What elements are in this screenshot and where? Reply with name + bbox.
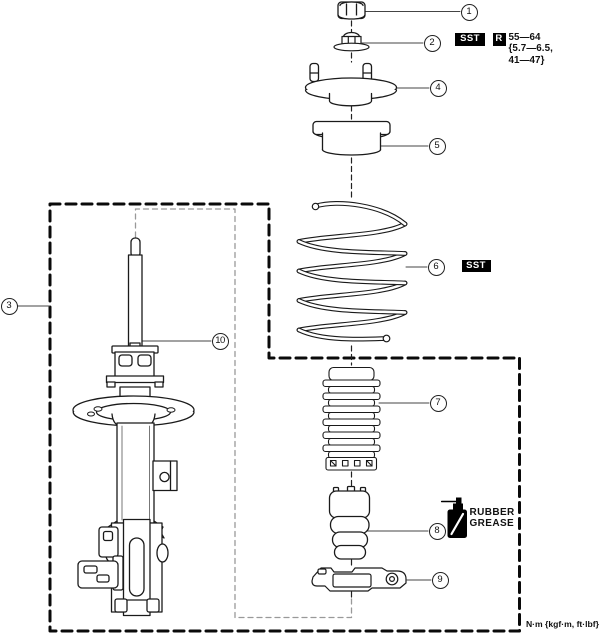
callout-part-2: 2 [424,35,441,52]
callout-part-8: 8 [429,523,446,540]
callout-part-5: 5 [429,138,446,155]
torque-units-note: N·m {kgf·m, ft·lbf} [525,619,599,629]
callout-part-9: 9 [432,572,449,589]
piston-rod-tip [131,238,140,257]
torque-spec-ftlbf: 41—47} [508,54,545,66]
part-7-dust-boot [323,368,380,471]
part-2-lock-nut [334,33,369,51]
callout-part-7: 7 [430,395,447,412]
strut-tube [117,423,154,523]
sst-badge-spring: SST [462,260,491,273]
sst-badge-top: SST [455,33,485,46]
stabilizer-link-bracket [78,527,123,590]
callout-part-4: 4 [430,80,447,97]
part-9-lower-spring-seat [312,568,406,591]
piston-rod [129,255,143,347]
torque-spec-kgfm: {5.7—6.5, [508,43,553,54]
callout-part-10: 10 [212,333,229,350]
part-3-shock-absorber [73,238,194,616]
part-4-strut-mount [306,64,397,106]
rubber-grease-label-line1: RUBBER [469,506,515,518]
rubber-grease-label-line2: GREASE [469,517,515,529]
r-replacement-badge: R [493,33,506,46]
part-8-bump-stopper [330,487,370,560]
torque-spec-nm: 55—64 [508,31,541,43]
part-5-bearing-seat [313,122,390,156]
brake-hose-bracket [153,461,177,491]
part-10-spring-seat-collar [107,343,164,397]
callout-part-1: 1 [461,4,478,21]
callout-part-3: 3 [1,298,18,315]
callout-part-6: 6 [428,259,445,276]
leader-lines [18,12,461,581]
part-1-piston-rod-nut [338,2,365,19]
part-6-coil-spring [299,203,405,342]
